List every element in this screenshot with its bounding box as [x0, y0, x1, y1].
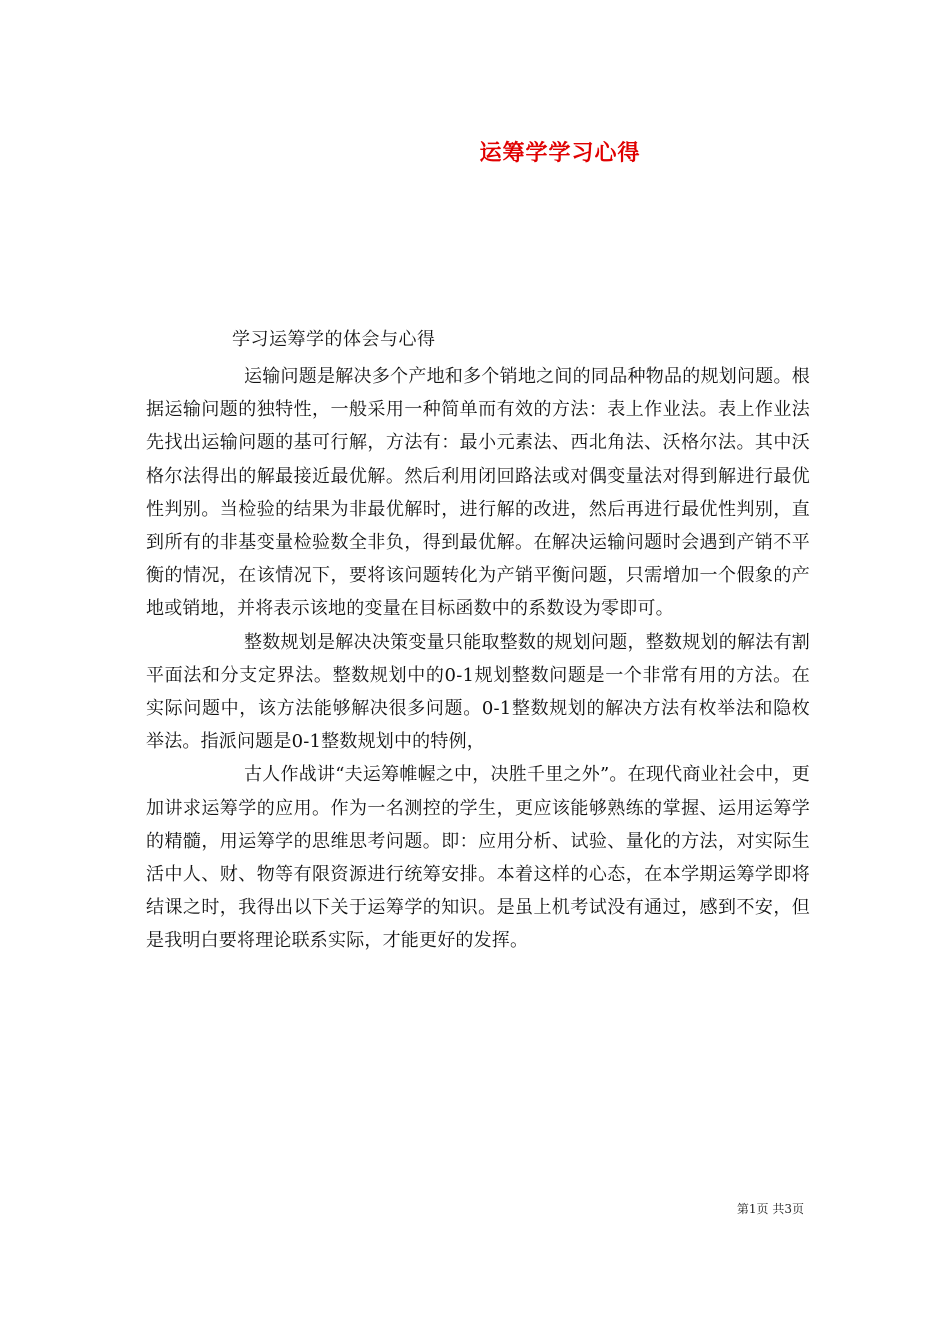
paragraph-conclusion: 古人作战讲“夫运筹帷幄之中，决胜千里之外”。在现代商业社会中，更加讲求运筹学的应用。作为一名测控的学生，更应该能够熟练的掌握、运用运筹学的精髓，用运筹学的思维思考问题。即：应用分析、试验、量化的方法，对实际生活中人、财、物等有限资源进行统筹安排。本着这样的心态，在本学期运筹学即将结课之时，我得出以下关于运筹学的知识。是虽上机考试没有通过，感到不安，但是我明白要将理论联系实际，才能更好的发挥。: [146, 764, 810, 952]
document-subtitle: 学习运筹学的体会与心得: [232, 329, 436, 350]
document-title: 运筹学学习心得: [479, 140, 641, 166]
page-footer: 第1页 共3页: [736, 1202, 804, 1216]
document-body: [146, 360, 810, 958]
paragraph-transportation: 运输问题是解决多个产地和多个销地之间的同品种物品的规划问题。根据运输问题的独特性，一般采用一种简单而有效的方法：表上作业法。表上作业法先找出运输问题的基可行解，方法有：最小元素法、西北角法、沃格尔法。其中沃格尔法得出的解最接近最优解。然后利用闭回路法或对偶变量法对得到解进行最优性判别。当检验的结果为非最优解时，进行解的改进，然后再进行最优性判别，直到所有的非基变量检验数全非负，得到最优解。在解决运输问题时会遇到产销不平衡的情况，在该情况下，要将该问题转化为产销平衡问题，只需增加一个假象的产地或销地，并将表示该地的变量在目标函数中的系数设为零即可。: [146, 366, 810, 620]
paragraph-integer-programming: 整数规划是解决决策变量只能取整数的规划问题，整数规划的解法有割平面法和分支定界法。整数规划中的0-1规划整数问题是一个非常有用的方法。在实际问题中，该方法能够解决很多问题。0-1整数规划的解决方法有枚举法和隐枚举法。指派问题是0-1整数规划中的特例，: [146, 631, 810, 753]
